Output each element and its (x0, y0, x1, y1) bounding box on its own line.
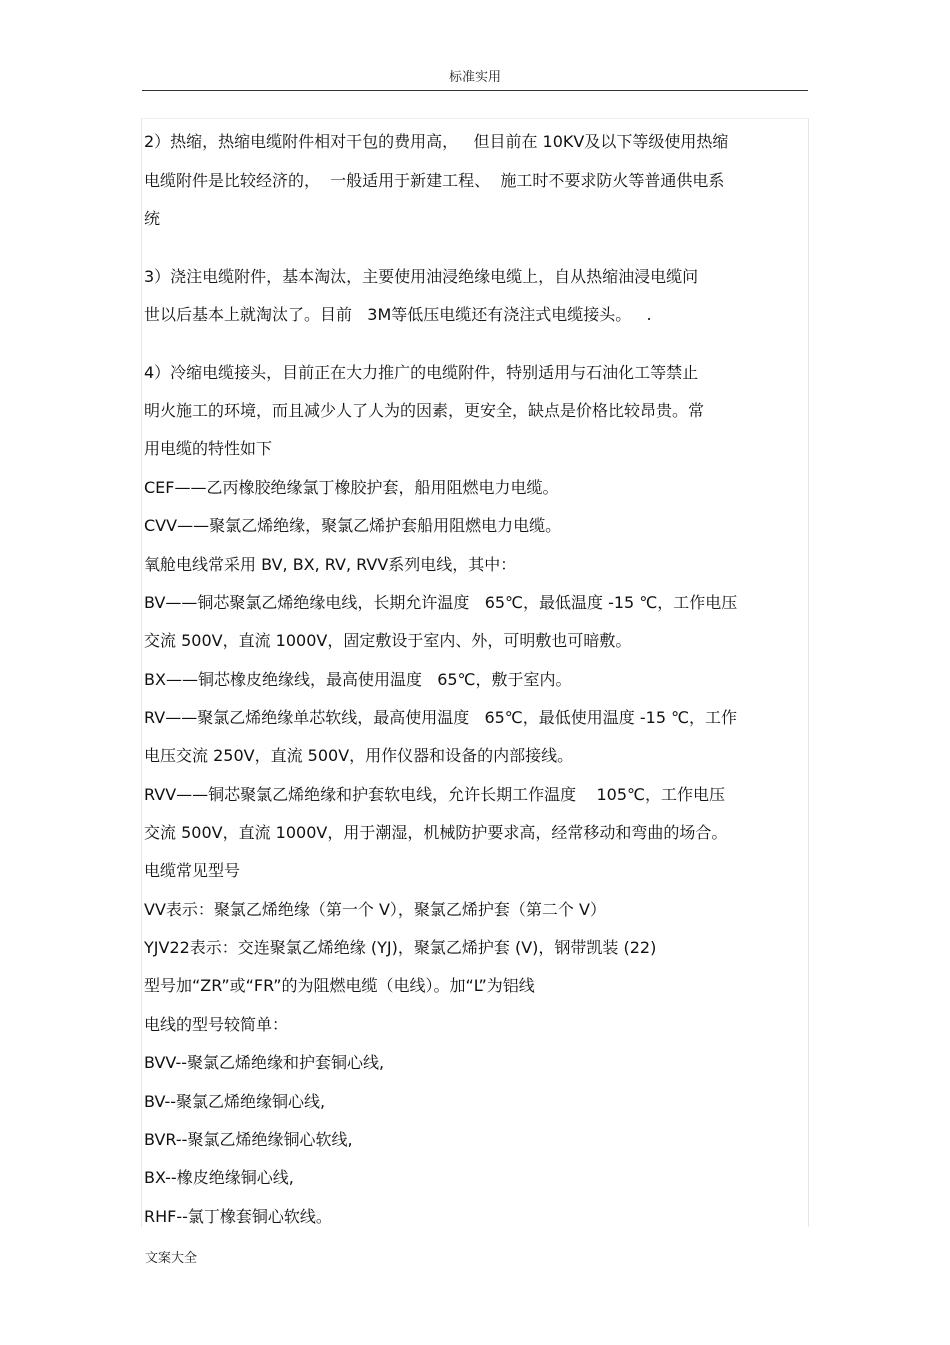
text-line: 电缆常见型号 (144, 861, 241, 880)
text-line: 电压交流 250V，直流 500V，用作仪器和设备的内部接线。 (144, 746, 574, 765)
text-line: 用电缆的特性如下 (144, 439, 273, 458)
text-line: CEF——乙丙橡胶绝缘氯丁橡胶护套，船用阻燃电力电缆。 (144, 478, 559, 497)
page-footer: 文案大全 (145, 1251, 198, 1266)
text-line: 明火施工的环境，而且减少人了人为的因素，更安全，缺点是价格比较昂贵。常 (144, 401, 705, 420)
text-line: BVR--聚氯乙烯绝缘铜心软线, (144, 1130, 353, 1149)
text-line: 2）热缩，热缩电缆附件相对干包的费用高， 但目前在 10KV及以下等级使用热缩 (144, 132, 729, 151)
text-line: RV——聚氯乙烯绝缘单芯软线，最高使用温度 65℃，最低使用温度 -15 ℃，工作 (144, 708, 738, 727)
text-line: BVV--聚氯乙烯绝缘和护套铜心线, (144, 1053, 385, 1072)
text-line: BX——铜芯橡皮绝缘线，最高使用温度 65℃，敷于室内。 (144, 670, 572, 689)
text-line: 交流 500V，直流 1000V，固定敷设于室内、外，可明敷也可暗敷。 (144, 631, 632, 650)
text-line: CVV——聚氯乙烯绝缘，聚氯乙烯护套船用阻燃电力电缆。 (144, 516, 562, 535)
text-line: 型号加“ZR”或“FR”的为阻燃电缆（电线）。加“L”为铝线 (144, 976, 535, 995)
text-line: 交流 500V，直流 1000V，用于潮湿，机械防护要求高，经常移动和弯曲的场合。 (144, 823, 728, 842)
text-line: 3）浇注电缆附件，基本淘汰，主要使用油浸绝缘电缆上，自从热缩油浸电缆问 (144, 267, 699, 286)
text-line: BX--橡皮绝缘铜心线, (144, 1168, 294, 1187)
text-line: 4）冷缩电缆接头，目前正在大力推广的电缆附件，特别适用与石油化工等禁止 (144, 363, 699, 382)
header-divider (142, 90, 808, 91)
text-line: RHF--氯丁橡套铜心软线。 (144, 1207, 332, 1226)
text-line: 氧舱电线常采用 BV, BX, RV, RVV系列电线，其中： (144, 555, 517, 574)
text-line: 电缆附件是比较经济的， 一般适用于新建工程、 施工时不要求防火等普通供电系 (144, 171, 725, 190)
text-line: 世以后基本上就淘汰了。目前 3M等低压电缆还有浇注式电缆接头。 . (144, 305, 652, 324)
text-line: 电线的型号较简单： (144, 1015, 289, 1034)
text-line: BV--聚氯乙烯绝缘铜心线, (144, 1092, 326, 1111)
text-line: RVV——铜芯聚氯乙烯绝缘和护套软电线，允许长期工作温度 105℃，工作电压 (144, 785, 725, 804)
text-line: YJV22表示：交连聚氯乙烯绝缘 (YJ)，聚氯乙烯护套 (V)，钢带凯装 (22) (144, 938, 657, 957)
text-line: BV——铜芯聚氯乙烯绝缘电线，长期允许温度 65℃，最低温度 -15 ℃，工作电压 (144, 593, 738, 612)
page-header: 标准实用 (448, 70, 501, 85)
text-line: VV表示：聚氯乙烯绝缘（第一个 V），聚氯乙烯护套（第二个 V） (144, 900, 606, 919)
text-line: 统 (144, 209, 161, 228)
